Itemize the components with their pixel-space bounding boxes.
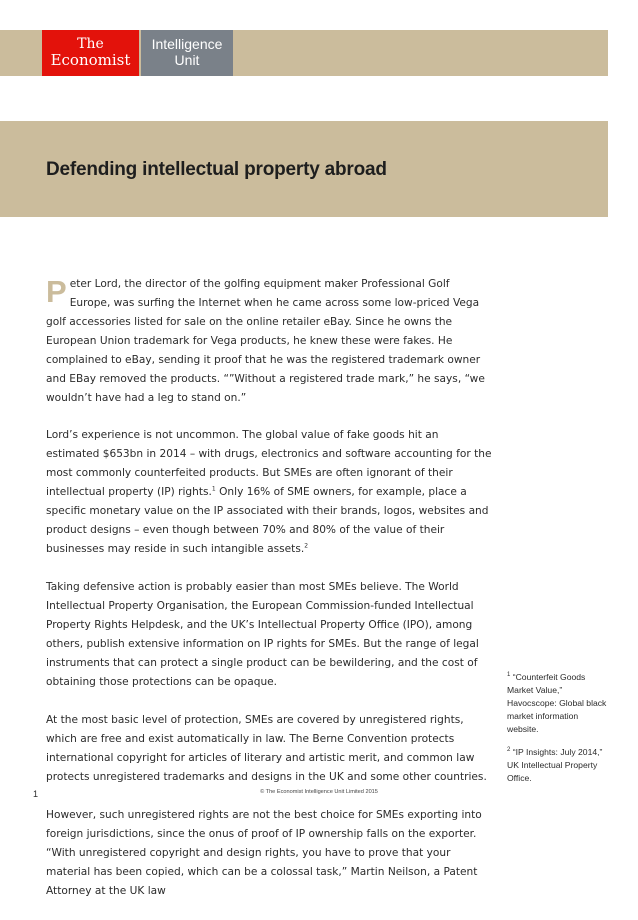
economist-logo	[42, 30, 139, 76]
paragraph-2	[46, 426, 492, 559]
footnote-ref-1: 1	[211, 485, 216, 493]
paragraph-4: At the most basic level of protection, SMEs are covered by unregistered rights, which are free and exist automatically in law. The Berne Convention protects international copyright for articles of literary and artistic merit, and common law protects unregistered trademarks and designs in the UK and some other countries.	[46, 714, 487, 783]
footnote-1-text: “Counterfeit Goods Market Value,” Havocscope: Global black market information website.	[507, 672, 607, 734]
page-number: 1	[33, 789, 39, 799]
copyright-notice: © The Economist Intelligence Unit Limited 2015	[260, 789, 378, 795]
paragraph-1	[46, 275, 492, 408]
footnote-1-number: 1	[507, 672, 511, 679]
footnote-ref-2: 2	[304, 542, 309, 550]
paragraph-1-text: eter Lord, the director of the golfing equipment maker Professional Golf Europe, was surfing the Internet when he came across some low-priced Vega golf accessories listed for sale on the online retailer eBay. Since he owns the European Union trademark for Vega products, he knew these were fakes. He complained to eBay, sending it proof that he was the registered trademark owner and EBay removed the products. “”Without a registered trade mark,” he says, “we wouldn’t have had a leg to stand on.”	[46, 278, 485, 404]
eiu-logo-line2: Unit	[174, 52, 200, 68]
paragraph-5: However, such unregistered rights are not the best choice for SMEs exporting into foreign jurisdictions, since the onus of proof of IP ownership falls on the exporter. “With unregistered copyright and design rights, you have to prove that your material has been copied, which can be a colossal task,” Martin Neilson, a Patent Attorney at the UK law	[46, 809, 482, 897]
footnote-1	[507, 671, 611, 736]
eiu-logo-line1: Intelligence	[151, 36, 223, 52]
sidebar-footnotes	[507, 671, 611, 795]
drop-cap: P	[46, 274, 67, 309]
article-body	[46, 275, 492, 920]
eiu-logo	[141, 30, 233, 76]
paragraph-2-text-a: Lord’s experience is not uncommon. The global value of fake goods hit an estimated $653bn in 2014 – with drugs, electronics and software accounting for the most commonly counterfeited products. But SMEs are often ignorant of their intellectual property (IP) rights.	[46, 429, 492, 498]
footnote-2-text: “IP Insights: July 2014,” UK Intellectual Property Office.	[507, 747, 603, 783]
economist-logo-line2: Economist	[50, 51, 131, 69]
footnote-2	[507, 746, 611, 785]
paragraph-2-text-b: Only 16% of SME owners, for example, place a specific monetary value on the IP associated with their brands, logos, websites and product designs – even though between 70% and 80% of the value of their businesses may reside in such intangible assets.	[46, 486, 489, 555]
page-title: Defending intellectual property abroad	[46, 159, 387, 180]
paragraph-3: Taking defensive action is probably easier than most SMEs believe. The World Intellectual Property Organisation, the European Commission-funded Intellectual Property Rights Helpdesk, and the UK’s Intellectual Property Office (IPO), among others, publish extensive information on IP rights for SMEs. But the range of legal instruments that can protect a single product can be bewildering, and the cost of obtaining those protections can be opaque.	[46, 581, 479, 688]
economist-logo-line1: The	[77, 36, 104, 52]
footnote-2-number: 2	[507, 747, 511, 754]
